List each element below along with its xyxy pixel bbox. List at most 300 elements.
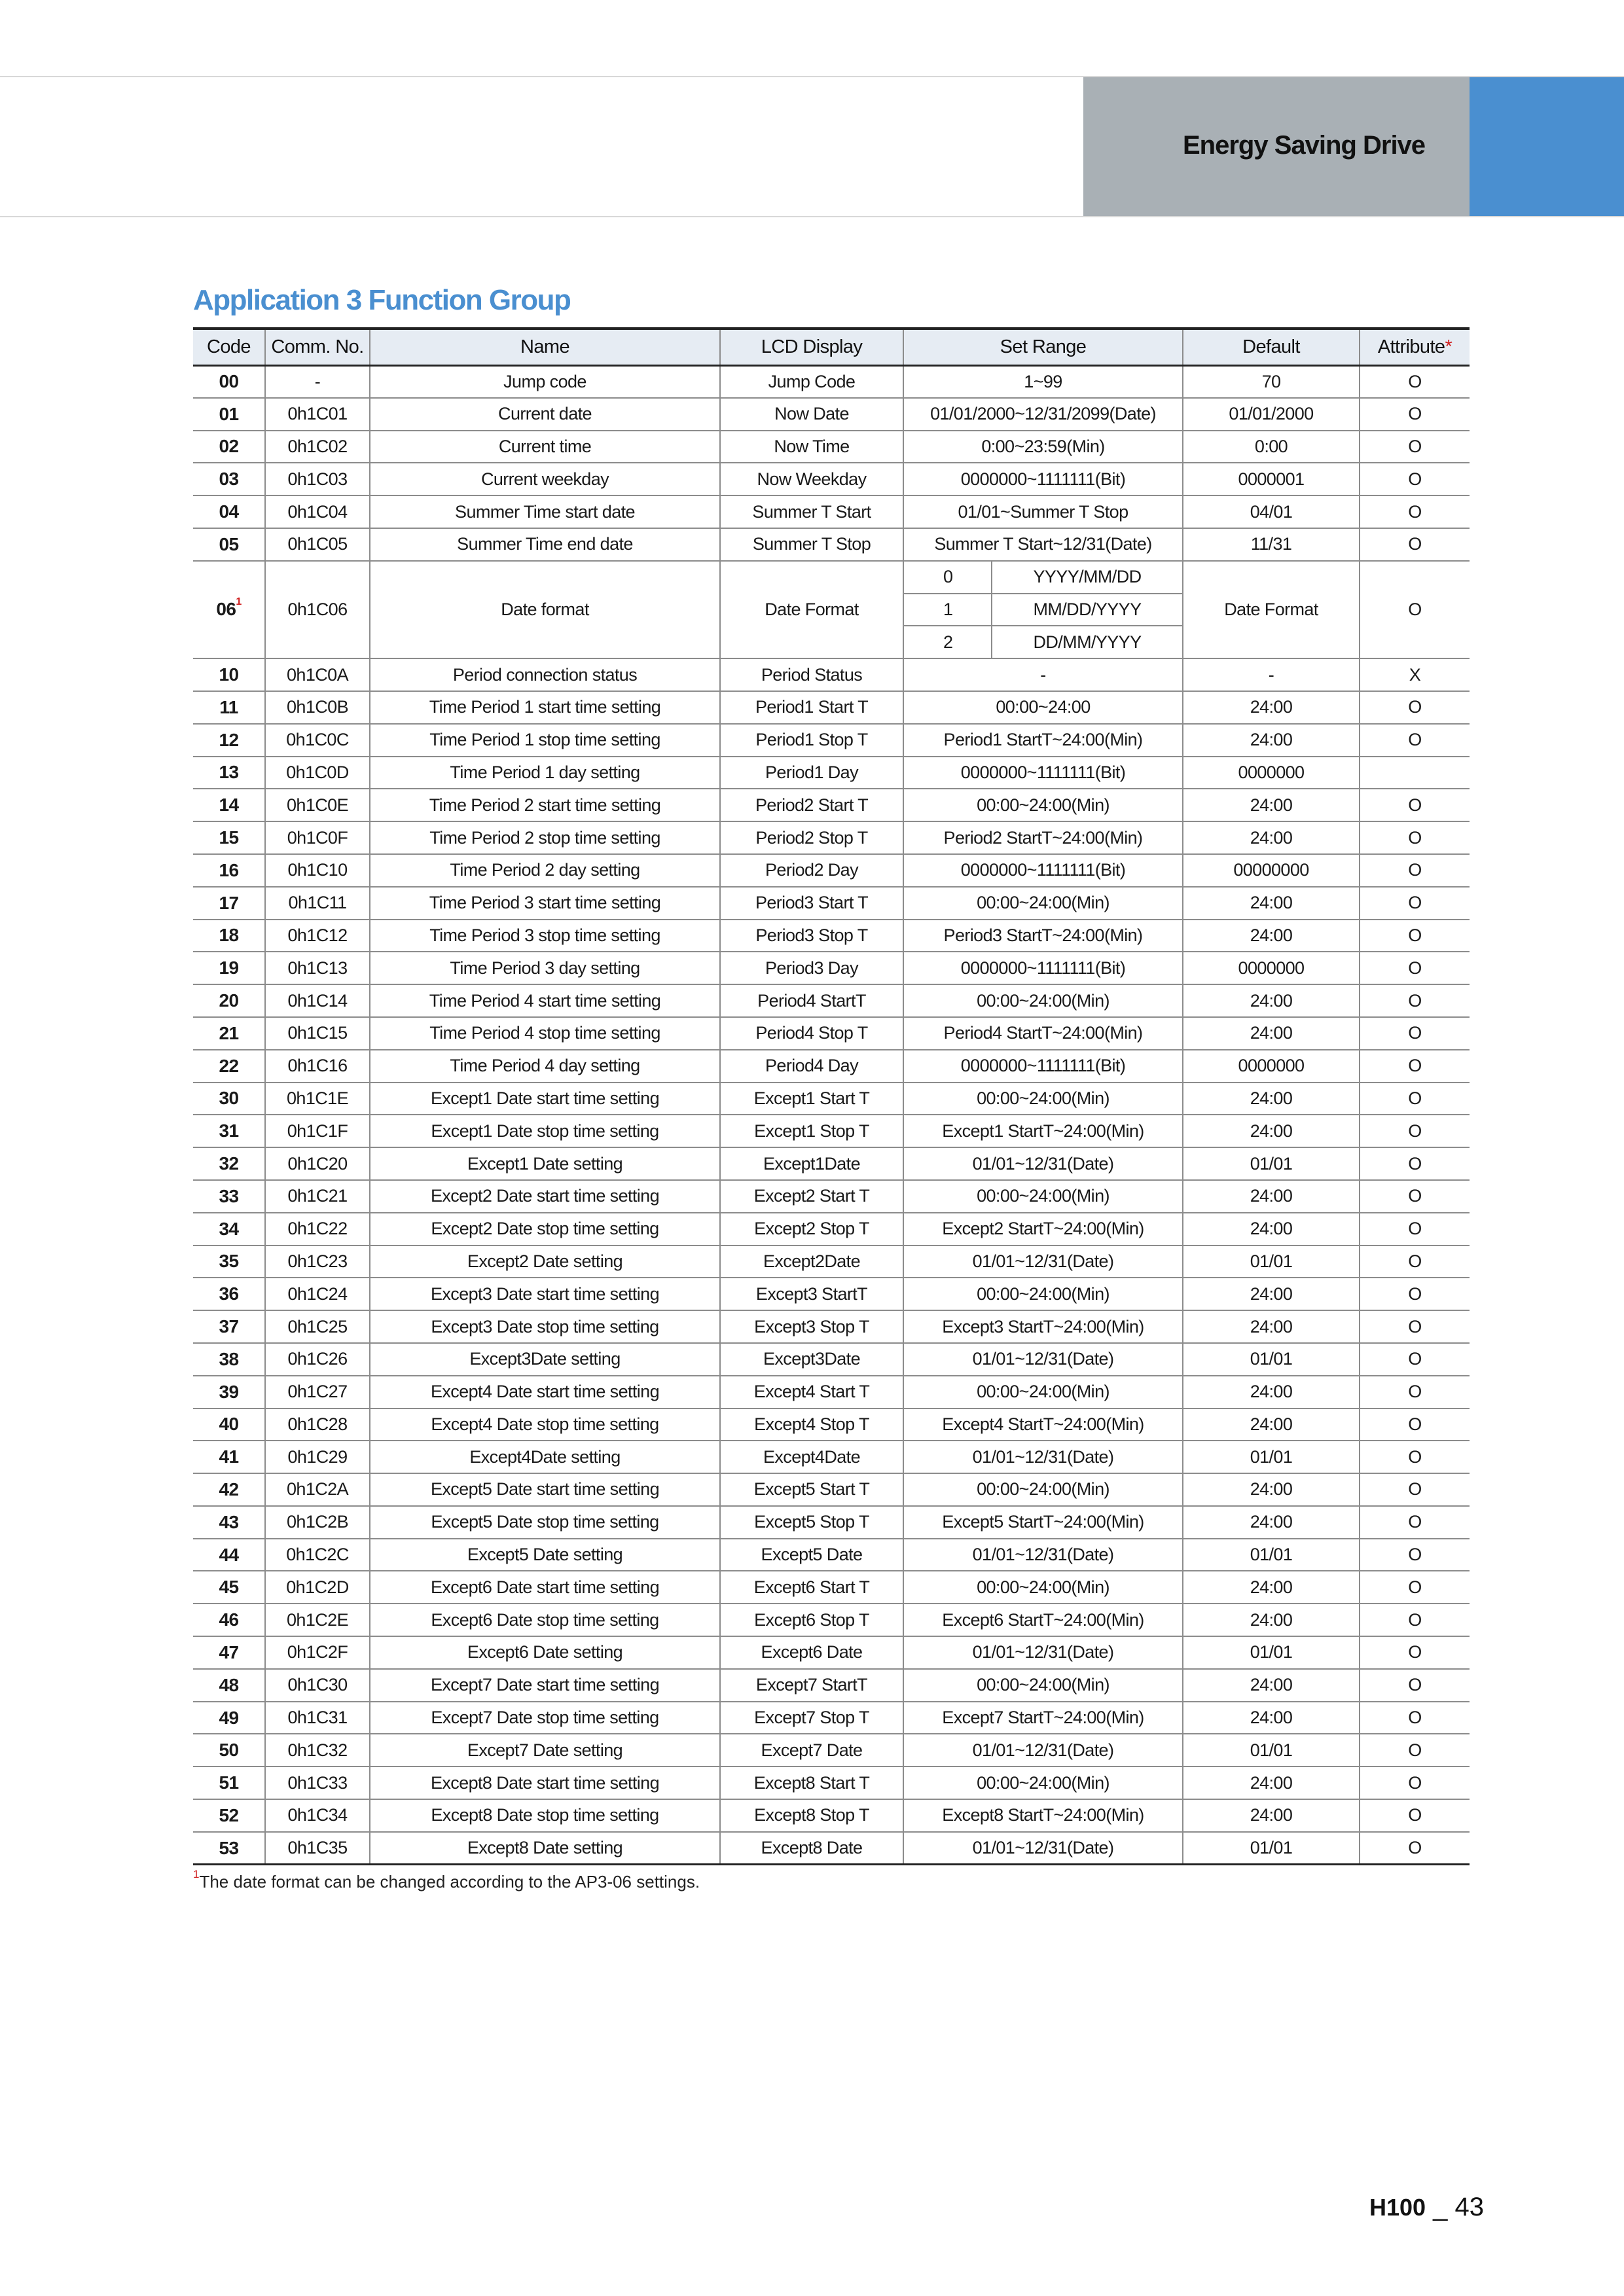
cell-comm-no: 0h1C1E (265, 1083, 370, 1115)
cell-attribute: O (1360, 854, 1470, 887)
table-row-date-format (193, 561, 1470, 594)
cell-default: 24:00 (1183, 1408, 1360, 1441)
cell-default: 24:00 (1183, 1115, 1360, 1147)
cell-name: Current time (370, 431, 720, 463)
cell-set-range: 00:00~24:00(Min) (903, 1278, 1183, 1310)
cell-name: Except6 Date setting (370, 1636, 720, 1669)
cell-comm-no: 0h1C0F (265, 821, 370, 854)
cell-code: 20 (193, 984, 265, 1017)
cell-code: 41 (193, 1441, 265, 1473)
cell-comm-no: 0h1C11 (265, 887, 370, 920)
cell-attribute: X (1360, 658, 1470, 691)
cell-name: Time Period 1 day setting (370, 757, 720, 789)
cell-set-range: Except7 StartT~24:00(Min) (903, 1702, 1183, 1734)
cell-set-range: 0000000~1111111(Bit) (903, 463, 1183, 495)
cell-default: 24:00 (1183, 1083, 1360, 1115)
cell-attribute: O (1360, 1832, 1470, 1865)
cell-name: Time Period 4 stop time setting (370, 1017, 720, 1050)
cell-default: 24:00 (1183, 1506, 1360, 1539)
cell-comm-no: - (265, 365, 370, 398)
col-header-attribute (1360, 329, 1470, 365)
function-group-table (193, 327, 1470, 1865)
cell-code: 50 (193, 1734, 265, 1767)
cell-lcd-display: Except1Date (720, 1147, 903, 1180)
cell-lcd-display: Period2 Day (720, 854, 903, 887)
cell-attribute: O (1360, 431, 1470, 463)
cell-set-range: 00:00~24:00(Min) (903, 887, 1183, 920)
cell-name: Except7 Date setting (370, 1734, 720, 1767)
cell-set-range: 0000000~1111111(Bit) (903, 757, 1183, 789)
table-row (193, 854, 1470, 887)
cell-lcd-display: Except3Date (720, 1343, 903, 1376)
cell-default: 00000000 (1183, 854, 1360, 887)
cell-set-range: 01/01~12/31(Date) (903, 1441, 1183, 1473)
cell-attribute: O (1360, 1767, 1470, 1799)
cell-comm-no: 0h1C14 (265, 984, 370, 1017)
cell-lcd-display: Period4 Day (720, 1050, 903, 1083)
cell-code: 16 (193, 854, 265, 887)
table-row (193, 1115, 1470, 1147)
cell-name: Except2 Date setting (370, 1246, 720, 1278)
table-row (193, 952, 1470, 984)
cell-lcd-display: Date Format (720, 561, 903, 658)
cell-name: Except1 Date setting (370, 1147, 720, 1180)
table-row (193, 1180, 1470, 1213)
cell-name: Time Period 1 stop time setting (370, 724, 720, 757)
cell-default: 24:00 (1183, 1376, 1360, 1408)
cell-code: 35 (193, 1246, 265, 1278)
header-rule (0, 216, 1624, 217)
cell-name: Except1 Date stop time setting (370, 1115, 720, 1147)
cell-code: 36 (193, 1278, 265, 1310)
cell-name: Except3 Date start time setting (370, 1278, 720, 1310)
cell-attribute: O (1360, 724, 1470, 757)
cell-attribute: O (1360, 1213, 1470, 1246)
cell-default: 01/01 (1183, 1441, 1360, 1473)
cell-set-range: 01/01~12/31(Date) (903, 1832, 1183, 1865)
cell-code: 04 (193, 495, 265, 528)
cell-comm-no: 0h1C03 (265, 463, 370, 495)
cell-set-range: Except3 StartT~24:00(Min) (903, 1310, 1183, 1343)
cell-lcd-display: Except4Date (720, 1441, 903, 1473)
cell-comm-no: 0h1C31 (265, 1702, 370, 1734)
cell-set-range: Period4 StartT~24:00(Min) (903, 1017, 1183, 1050)
table-body (193, 365, 1470, 1865)
cell-default: 24:00 (1183, 1310, 1360, 1343)
table-row (193, 528, 1470, 561)
col-header-lcd-display: LCD Display (720, 329, 903, 365)
cell-code: 48 (193, 1669, 265, 1702)
table-row (193, 1539, 1470, 1571)
cell-default: 24:00 (1183, 1799, 1360, 1832)
cell-comm-no: 0h1C0D (265, 757, 370, 789)
attribute-asterisk: * (1445, 336, 1453, 357)
cell-lcd-display: Except8 Date (720, 1832, 903, 1865)
cell-set-range: 00:00~24:00(Min) (903, 1083, 1183, 1115)
cell-code: 33 (193, 1180, 265, 1213)
cell-code: 40 (193, 1408, 265, 1441)
cell-comm-no: 0h1C2B (265, 1506, 370, 1539)
cell-name: Time Period 1 start time setting (370, 691, 720, 724)
cell-comm-no: 0h1C0C (265, 724, 370, 757)
cell-name: Current date (370, 398, 720, 431)
cell-code: 17 (193, 887, 265, 920)
cell-attribute: O (1360, 365, 1470, 398)
cell-lcd-display: Period3 Stop T (720, 920, 903, 952)
cell-attribute: O (1360, 1050, 1470, 1083)
header-section-tab (1083, 77, 1470, 216)
cell-set-range: 00:00~24:00(Min) (903, 1571, 1183, 1604)
page-num: 43 (1454, 2193, 1485, 2221)
cell-set-range: Except2 StartT~24:00(Min) (903, 1213, 1183, 1246)
cell-attribute: O (1360, 1180, 1470, 1213)
cell-comm-no: 0h1C12 (265, 920, 370, 952)
cell-name: Except8 Date start time setting (370, 1767, 720, 1799)
cell-attribute: O (1360, 789, 1470, 821)
cell-lcd-display: Summer T Stop (720, 528, 903, 561)
cell-set-range: Except5 StartT~24:00(Min) (903, 1506, 1183, 1539)
cell-default: 01/01 (1183, 1734, 1360, 1767)
cell-attribute: O (1360, 1506, 1470, 1539)
cell-attribute: O (1360, 1017, 1470, 1050)
cell-attribute: O (1360, 952, 1470, 984)
cell-comm-no: 0h1C16 (265, 1050, 370, 1083)
cell-comm-no: 0h1C30 (265, 1669, 370, 1702)
table-row (193, 1767, 1470, 1799)
cell-comm-no: 0h1C25 (265, 1310, 370, 1343)
cell-code: 38 (193, 1343, 265, 1376)
table-row (193, 1278, 1470, 1310)
cell-name: Except3 Date stop time setting (370, 1310, 720, 1343)
cell-default: 24:00 (1183, 724, 1360, 757)
cell-default: 24:00 (1183, 821, 1360, 854)
cell-code: 45 (193, 1571, 265, 1604)
cell-set-range: 01/01~12/31(Date) (903, 1636, 1183, 1669)
cell-attribute (1360, 757, 1470, 789)
cell-name: Date format (370, 561, 720, 658)
cell-name: Except5 Date stop time setting (370, 1506, 720, 1539)
cell-set-range: 0:00~23:59(Min) (903, 431, 1183, 463)
cell-attribute: O (1360, 1310, 1470, 1343)
cell-name: Summer Time end date (370, 528, 720, 561)
cell-lcd-display: Period2 Start T (720, 789, 903, 821)
cell-lcd-display: Except5 Stop T (720, 1506, 903, 1539)
cell-name: Except4 Date stop time setting (370, 1408, 720, 1441)
cell-comm-no: 0h1C13 (265, 952, 370, 984)
cell-default: 01/01 (1183, 1343, 1360, 1376)
cell-lcd-display: Jump Code (720, 365, 903, 398)
cell-default: 24:00 (1183, 1213, 1360, 1246)
table-row (193, 821, 1470, 854)
cell-set-range: Summer T Start~12/31(Date) (903, 528, 1183, 561)
cell-lcd-display: Period3 Start T (720, 887, 903, 920)
cell-attribute: O (1360, 528, 1470, 561)
table-row (193, 789, 1470, 821)
cell-default: 01/01 (1183, 1246, 1360, 1278)
cell-set-range: Period3 StartT~24:00(Min) (903, 920, 1183, 952)
table-row (193, 691, 1470, 724)
cell-name: Except5 Date start time setting (370, 1473, 720, 1506)
cell-attribute: O (1360, 1636, 1470, 1669)
cell-set-range: 00:00~24:00(Min) (903, 1376, 1183, 1408)
cell-default: 0000000 (1183, 952, 1360, 984)
cell-option-label: MM/DD/YYYY (992, 594, 1183, 626)
cell-lcd-display: Except5 Start T (720, 1473, 903, 1506)
cell-set-range: Except8 StartT~24:00(Min) (903, 1799, 1183, 1832)
table-row (193, 1669, 1470, 1702)
table-row (193, 1473, 1470, 1506)
table-row (193, 1376, 1470, 1408)
cell-code: 02 (193, 431, 265, 463)
table-row (193, 1050, 1470, 1083)
cell-comm-no: 0h1C05 (265, 528, 370, 561)
cell-attribute: O (1360, 1473, 1470, 1506)
table-row (193, 365, 1470, 398)
cell-name: Time Period 2 stop time setting (370, 821, 720, 854)
cell-attribute: O (1360, 691, 1470, 724)
cell-comm-no: 0h1C20 (265, 1147, 370, 1180)
cell-default: 24:00 (1183, 1767, 1360, 1799)
table-row (193, 398, 1470, 431)
cell-lcd-display: Except4 Start T (720, 1376, 903, 1408)
table-row (193, 1734, 1470, 1767)
cell-code: 46 (193, 1604, 265, 1636)
cell-lcd-display: Now Time (720, 431, 903, 463)
page-product: H100 (1369, 2194, 1426, 2221)
cell-name: Except6 Date stop time setting (370, 1604, 720, 1636)
footnote-ref: 1 (236, 596, 242, 608)
table-row (193, 1441, 1470, 1473)
section-title: Application 3 Function Group (193, 284, 571, 316)
cell-attribute: O (1360, 1604, 1470, 1636)
col-header-name: Name (370, 329, 720, 365)
cell-set-range: 00:00~24:00 (903, 691, 1183, 724)
cell-lcd-display: Period4 StartT (720, 984, 903, 1017)
cell-lcd-display: Period1 Start T (720, 691, 903, 724)
cell-comm-no: 0h1C0A (265, 658, 370, 691)
cell-default: 24:00 (1183, 1571, 1360, 1604)
cell-default: 24:00 (1183, 887, 1360, 920)
cell-option-label: YYYY/MM/DD (992, 561, 1183, 594)
header-accent-block (1470, 77, 1624, 216)
cell-comm-no: 0h1C22 (265, 1213, 370, 1246)
cell-lcd-display: Except8 Stop T (720, 1799, 903, 1832)
cell-code: 53 (193, 1832, 265, 1865)
cell-comm-no: 0h1C0B (265, 691, 370, 724)
cell-code: 00 (193, 365, 265, 398)
cell-lcd-display: Period4 Stop T (720, 1017, 903, 1050)
cell-code: 44 (193, 1539, 265, 1571)
cell-name: Except8 Date setting (370, 1832, 720, 1865)
cell-name: Except5 Date setting (370, 1539, 720, 1571)
cell-lcd-display: Summer T Start (720, 495, 903, 528)
cell-code: 42 (193, 1473, 265, 1506)
cell-code: 11 (193, 691, 265, 724)
cell-attribute: O (1360, 1571, 1470, 1604)
cell-default: 0000001 (1183, 463, 1360, 495)
page-separator: _ (1426, 2193, 1455, 2221)
cell-comm-no: 0h1C24 (265, 1278, 370, 1310)
cell-attribute: O (1360, 1799, 1470, 1832)
cell-attribute: O (1360, 1539, 1470, 1571)
cell-set-range: 00:00~24:00(Min) (903, 1473, 1183, 1506)
cell-set-range: 0000000~1111111(Bit) (903, 854, 1183, 887)
cell-set-range: 00:00~24:00(Min) (903, 1767, 1183, 1799)
col-header-default: Default (1183, 329, 1360, 365)
cell-code: 39 (193, 1376, 265, 1408)
cell-set-range: 00:00~24:00(Min) (903, 1669, 1183, 1702)
cell-lcd-display: Period3 Day (720, 952, 903, 984)
cell-set-range: Period1 StartT~24:00(Min) (903, 724, 1183, 757)
cell-code: 22 (193, 1050, 265, 1083)
cell-code: 18 (193, 920, 265, 952)
table-row (193, 1017, 1470, 1050)
cell-set-range: 01/01~12/31(Date) (903, 1343, 1183, 1376)
table-row (193, 1083, 1470, 1115)
cell-lcd-display: Except1 Stop T (720, 1115, 903, 1147)
cell-name: Except7 Date start time setting (370, 1669, 720, 1702)
cell-code: 21 (193, 1017, 265, 1050)
cell-option-index: 1 (903, 594, 992, 626)
cell-lcd-display: Except4 Stop T (720, 1408, 903, 1441)
cell-lcd-display: Except2 Stop T (720, 1213, 903, 1246)
cell-default: 0:00 (1183, 431, 1360, 463)
cell-code: 01 (193, 398, 265, 431)
cell-name: Current weekday (370, 463, 720, 495)
cell-name: Summer Time start date (370, 495, 720, 528)
cell-comm-no: 0h1C1F (265, 1115, 370, 1147)
cell-name: Time Period 2 start time setting (370, 789, 720, 821)
cell-comm-no: 0h1C2E (265, 1604, 370, 1636)
cell-default: - (1183, 658, 1360, 691)
cell-attribute: O (1360, 1734, 1470, 1767)
cell-set-range: 00:00~24:00(Min) (903, 984, 1183, 1017)
cell-default: 01/01 (1183, 1832, 1360, 1865)
table-row (193, 1343, 1470, 1376)
cell-attribute: O (1360, 1278, 1470, 1310)
cell-set-range: 01/01~12/31(Date) (903, 1539, 1183, 1571)
table-row (193, 1246, 1470, 1278)
cell-attribute: O (1360, 1702, 1470, 1734)
cell-name: Except7 Date stop time setting (370, 1702, 720, 1734)
cell-attribute: O (1360, 984, 1470, 1017)
cell-lcd-display: Except3 Stop T (720, 1310, 903, 1343)
table-row (193, 1506, 1470, 1539)
cell-name: Period connection status (370, 658, 720, 691)
cell-set-range: Except6 StartT~24:00(Min) (903, 1604, 1183, 1636)
cell-name: Time Period 4 day setting (370, 1050, 720, 1083)
cell-lcd-display: Except2 Start T (720, 1180, 903, 1213)
cell-comm-no: 0h1C02 (265, 431, 370, 463)
cell-set-range: Period2 StartT~24:00(Min) (903, 821, 1183, 854)
cell-attribute: O (1360, 1343, 1470, 1376)
cell-name: Except1 Date start time setting (370, 1083, 720, 1115)
cell-set-range: 00:00~24:00(Min) (903, 789, 1183, 821)
cell-code: 30 (193, 1083, 265, 1115)
cell-default: 24:00 (1183, 920, 1360, 952)
table-row (193, 724, 1470, 757)
table-row (193, 431, 1470, 463)
cell-lcd-display: Except6 Stop T (720, 1604, 903, 1636)
cell-name: Except8 Date stop time setting (370, 1799, 720, 1832)
cell-comm-no: 0h1C29 (265, 1441, 370, 1473)
footnote-mark: 1 (193, 1868, 200, 1880)
cell-default: 24:00 (1183, 1017, 1360, 1050)
cell-name: Except3Date setting (370, 1343, 720, 1376)
cell-code: 37 (193, 1310, 265, 1343)
cell-default: Date Format (1183, 561, 1360, 658)
cell-name: Time Period 3 start time setting (370, 887, 720, 920)
cell-code: 12 (193, 724, 265, 757)
table-row (193, 1408, 1470, 1441)
cell-default: 0000000 (1183, 757, 1360, 789)
table-row (193, 658, 1470, 691)
cell-set-range: 01/01/2000~12/31/2099(Date) (903, 398, 1183, 431)
cell-lcd-display: Except6 Date (720, 1636, 903, 1669)
cell-lcd-display: Now Weekday (720, 463, 903, 495)
cell-name: Jump code (370, 365, 720, 398)
col-header-code: Code (193, 329, 265, 365)
table-row (193, 887, 1470, 920)
cell-set-range: 0000000~1111111(Bit) (903, 952, 1183, 984)
cell-name: Except4Date setting (370, 1441, 720, 1473)
cell-comm-no: 0h1C10 (265, 854, 370, 887)
cell-comm-no: 0h1C06 (265, 561, 370, 658)
table-row (193, 1799, 1470, 1832)
cell-code: 52 (193, 1799, 265, 1832)
cell-code: 15 (193, 821, 265, 854)
cell-attribute: O (1360, 463, 1470, 495)
cell-comm-no: 0h1C04 (265, 495, 370, 528)
cell-attribute: O (1360, 1408, 1470, 1441)
cell-code: 51 (193, 1767, 265, 1799)
cell-set-range: 0000000~1111111(Bit) (903, 1050, 1183, 1083)
cell-comm-no: 0h1C28 (265, 1408, 370, 1441)
cell-attribute: O (1360, 1115, 1470, 1147)
cell-comm-no: 0h1C21 (265, 1180, 370, 1213)
cell-option-label: DD/MM/YYYY (992, 626, 1183, 658)
col-header-comm-no: Comm. No. (265, 329, 370, 365)
table-row (193, 1147, 1470, 1180)
table-row (193, 1571, 1470, 1604)
cell-name: Except2 Date stop time setting (370, 1213, 720, 1246)
cell-lcd-display: Except6 Start T (720, 1571, 903, 1604)
cell-lcd-display: Period1 Day (720, 757, 903, 789)
cell-lcd-display: Now Date (720, 398, 903, 431)
cell-default: 0000000 (1183, 1050, 1360, 1083)
cell-default: 01/01 (1183, 1147, 1360, 1180)
cell-code: 47 (193, 1636, 265, 1669)
cell-attribute: O (1360, 561, 1470, 658)
cell-comm-no: 0h1C34 (265, 1799, 370, 1832)
cell-set-range: Except1 StartT~24:00(Min) (903, 1115, 1183, 1147)
cell-lcd-display: Except2Date (720, 1246, 903, 1278)
table-row (193, 463, 1470, 495)
cell-code: 32 (193, 1147, 265, 1180)
cell-set-range: 01/01~12/31(Date) (903, 1147, 1183, 1180)
cell-attribute: O (1360, 821, 1470, 854)
cell-default: 70 (1183, 365, 1360, 398)
cell-attribute: O (1360, 398, 1470, 431)
table-row (193, 1604, 1470, 1636)
cell-lcd-display: Period2 Stop T (720, 821, 903, 854)
cell-name: Except6 Date start time setting (370, 1571, 720, 1604)
cell-code: 03 (193, 463, 265, 495)
cell-code-value: 06 (216, 599, 236, 620)
cell-attribute: O (1360, 1441, 1470, 1473)
cell-default: 24:00 (1183, 691, 1360, 724)
footnote (193, 1868, 700, 1892)
